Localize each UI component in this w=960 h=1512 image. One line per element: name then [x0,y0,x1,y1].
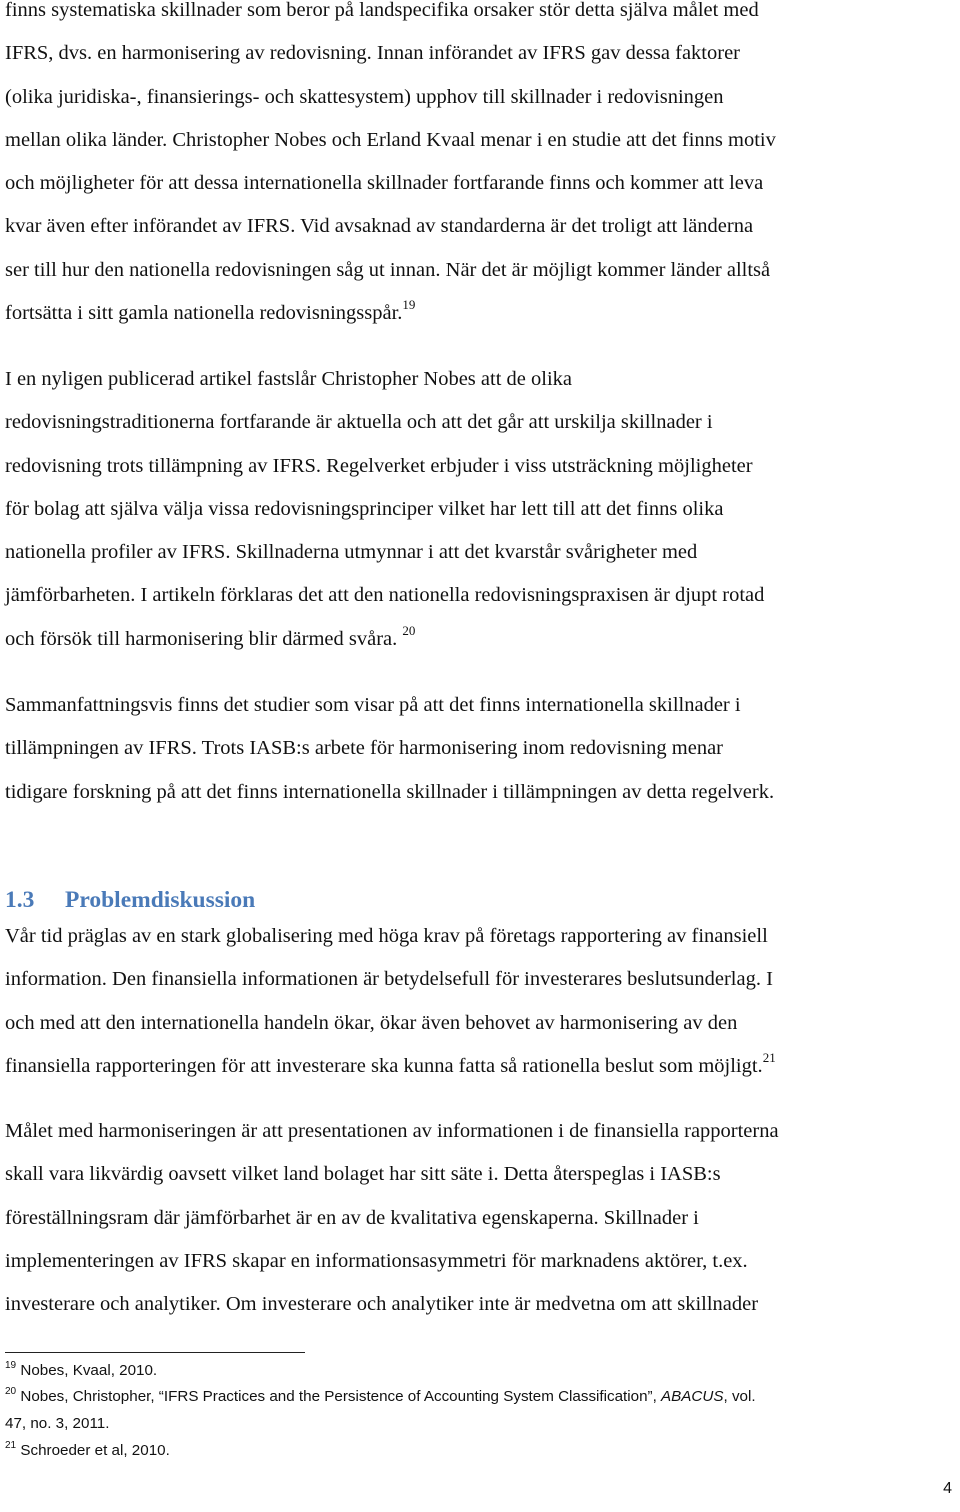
page-number: 4 [943,1480,952,1497]
text-line [5,618,960,661]
text-line: Vår tid präglas av en stark globalisering med höga krav på företags rapportering av finansiell [5,925,768,947]
text-line: jämförbarheten. I artikeln förklaras det att den nationella redovisningspraxisen är djupt rotad [5,584,765,607]
text-line: kvar även efter införandet av IFRS. Vid avsaknad av standarderna är det troligt att länderna [5,215,754,238]
text-fragment: finansiella rapporteringen för att investerare ska kunna fatta så rationella beslut som möjligt. [5,1054,763,1077]
text-line: tillämpningen av IFRS. Trots IASB:s arbete för harmonisering inom redovisning menar [5,737,724,760]
section-heading [5,884,255,916]
text-line: för bolag att själva välja vissa redovisningsprinciper vilket har lett till att det finns olika [5,497,724,520]
text-line: redovisning trots tillämpning av IFRS. Regelverket erbjuder i viss utsträckning möjligheter [5,454,753,477]
text-line: finns systematiska skillnader som beror på landspecifika orsaker stör detta själva målet med [5,0,759,21]
text-line: och med att den internationella handeln ökar, ökar även behovet av harmonisering av den [5,1011,738,1034]
paragraph-3 [5,684,960,814]
text-line: nationella profiler av IFRS. Skillnaderna utmynnar i att det kvarstår svårigheter med [5,541,698,564]
footnote-reference-19[interactable]: 19 [402,297,416,313]
text-line: föreställningsram där jämförbarhet är en av de kvalitativa egenskaperna. Skillnader i [5,1206,699,1229]
footnote-21 [5,1439,170,1459]
footnote-number: 19 [5,1359,17,1371]
footnote-text-end: , vol. [723,1388,756,1405]
section-title: Problemdiskussion [65,887,256,913]
text-line: (olika juridiska-, finansierings- och skattesystem) upphov till skillnader i redovisningen [5,85,724,108]
text-line: I en nyligen publicerad artikel fastslår Christopher Nobes att de olika [5,368,572,390]
text-line: skall vara likvärdig oavsett vilket land bolaget har sitt säte i. Detta återspeglas i IASB:s [5,1163,721,1186]
text-line: redovisningstraditionerna fortfarande är aktuella och att det går att urskilja skillnader i [5,411,713,434]
footnote-number: 21 [5,1439,17,1451]
text-line: och möjligheter för att dessa internationella skillnader fortfarande finns och kommer att leva [5,172,764,195]
text-fragment: fortsätta i sitt gamla nationella redovisningsspår. [5,302,403,325]
text-line: IFRS, dvs. en harmonisering av redovisning. Innan införandet av IFRS gav dessa faktorer [5,42,741,65]
text-line: mellan olika länder. Christopher Nobes och Erland Kvaal menar i en studie att det finns motiv [5,128,776,151]
text-line: implementeringen av IFRS skapar en informationsasymmetri för marknadens aktörer, t.ex. [5,1249,748,1272]
text-line: investerare och analytiker. Om investerare och analytiker inte är medvetna om att skillnader [5,1293,759,1316]
section-paragraph-2 [5,1110,960,1326]
text-line: ser till hur den nationella redovisningen såg ut innan. När det är möjligt kommer länder alltså [5,258,771,281]
footnote-journal: ABACUS [661,1388,724,1405]
footnote-text: Nobes, Kvaal, 2010. [20,1362,158,1379]
text-line [5,292,960,335]
text-line [5,1045,960,1088]
paragraph-1 [5,0,960,335]
footnote-reference-21[interactable]: 21 [762,1050,776,1066]
text-fragment: och försök till harmonisering blir därmed svåra. [5,627,403,650]
footnote-number: 20 [5,1385,17,1397]
footnote-19 [5,1359,158,1379]
text-line: Sammanfattningsvis finns det studier som visar på att det finns internationella skillnader i [5,694,741,716]
text-line: tidigare forskning på att det finns internationella skillnader i tillämpningen av detta regelverk. [5,780,775,803]
footnote-20 [5,1385,756,1405]
section-paragraph-1 [5,915,960,1088]
footnote-text: Schroeder et al, 2010. [20,1442,170,1459]
footnote-20-continuation: 47, no. 3, 2011. [5,1415,110,1432]
section-number: 1.3 [5,887,35,913]
paragraph-2 [5,358,960,661]
text-line: information. Den finansiella informationen är betydelsefull för investerares beslutsunderlag. I [5,968,773,991]
footnote-text: Nobes, Christopher, “IFRS Practices and the Persistence of Accounting System Classification”, [20,1388,662,1405]
text-line: Målet med harmoniseringen är att presentationen av informationen i de finansiella rapporterna [5,1120,779,1142]
footnote-separator [5,1352,305,1353]
footnote-reference-20[interactable]: 20 [402,622,416,638]
